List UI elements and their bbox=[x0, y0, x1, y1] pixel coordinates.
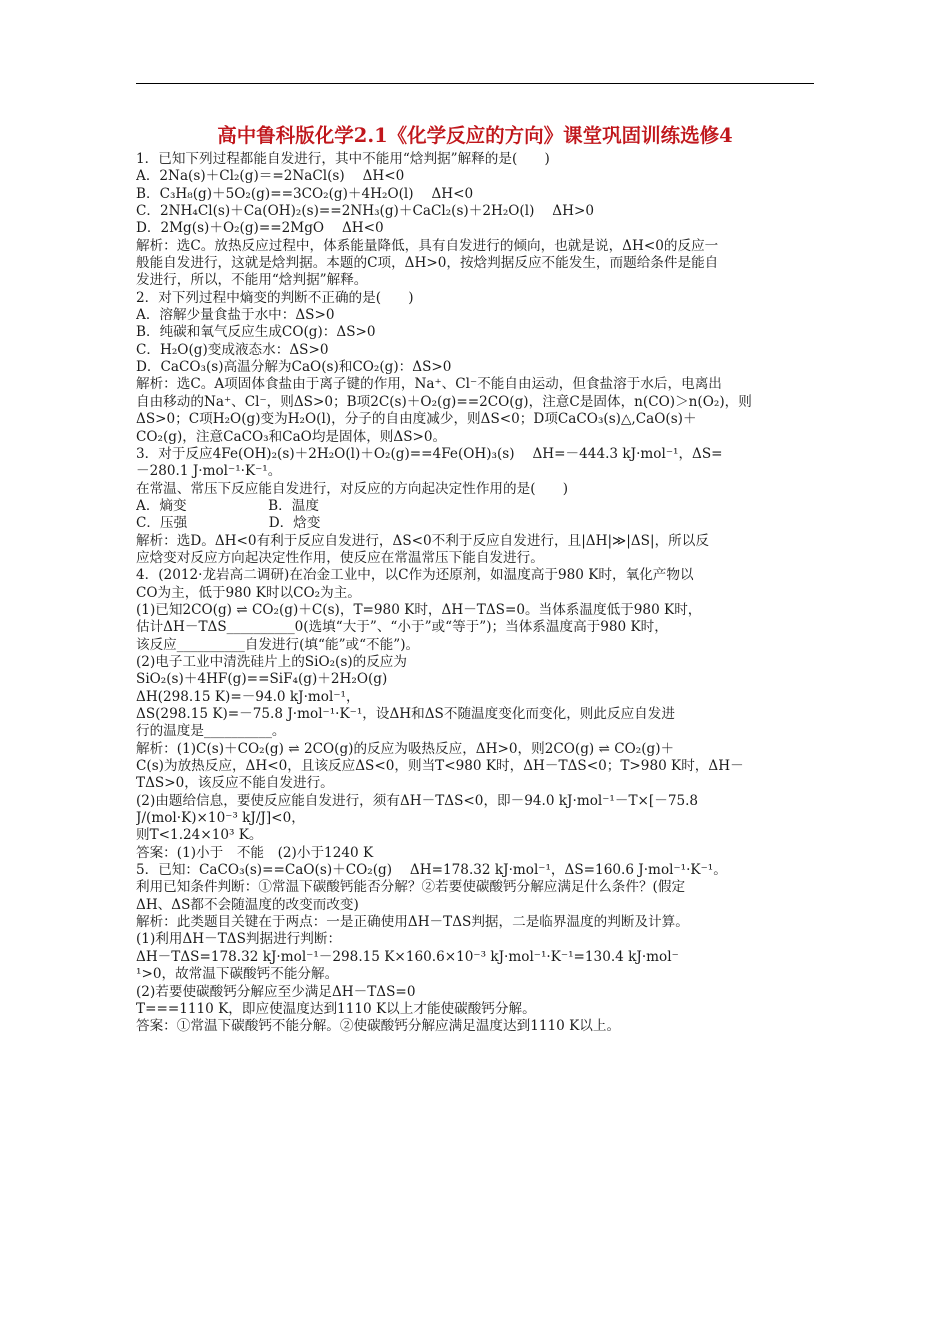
text-line: 解析：选C。A项固体食盐由于离子键的作用，Na⁺、Cl⁻不能自由运动，但食盐溶于水后，电离出 bbox=[136, 376, 722, 393]
header-rule bbox=[136, 83, 814, 84]
text-line: 1．已知下列过程都能自发进行，其中不能用“焓判据”解释的是( ) bbox=[136, 151, 550, 167]
text-line: 利用已知条件判断：①常温下碳酸钙能否分解？②若要使碳酸钙分解应满足什么条件？(假定 bbox=[136, 879, 686, 896]
text-line: B．纯碳和氧气反应生成CO(g)：ΔS>0 bbox=[136, 324, 376, 341]
text-line: C(s)为放热反应，ΔH<0，且该反应ΔS<0，则当T<980 K时，ΔH－TΔS<0；T>980 K时，ΔH－ bbox=[136, 758, 744, 775]
text-line: C．压强 D．焓变 bbox=[136, 515, 321, 532]
text-line: A．溶解少量食盐于水中：ΔS>0 bbox=[136, 307, 335, 324]
text-line: ΔS(298.15 K)=－75.8 J·mol⁻¹·K⁻¹，设ΔH和ΔS不随温度变化而变化，则此反应自发进 bbox=[136, 706, 675, 722]
text-line: 4．(2012·龙岩高二调研)在冶金工业中，以C作为还原剂，如温度高于980 K时，氧化产物以 bbox=[136, 567, 694, 584]
document-title: 高中鲁科版化学2.1《化学反应的方向》课堂巩固训练选修4 bbox=[217, 124, 733, 147]
text-line: D．CaCO₃(s)高温分解为CaO(s)和CO₂(g)：ΔS>0 bbox=[136, 359, 452, 376]
text-line: 应焓变对反应方向起决定性作用，使反应在常温常压下能自发进行。 bbox=[136, 549, 544, 566]
text-line: T===1110 K，即应使温度达到1110 K以上才能使碳酸钙分解。 bbox=[136, 1000, 536, 1017]
text-line: (1)已知2CO(g) ⇌ CO₂(g)＋C(s)，T=980 K时，ΔH－TΔS=0。当体系温度低于980 K时， bbox=[136, 601, 702, 618]
text-line: 发进行，所以，不能用“焓判据”解释。 bbox=[136, 272, 368, 289]
text-line: C．H₂O(g)变成液态水：ΔS>0 bbox=[136, 341, 329, 358]
text-line: (2)若要使碳酸钙分解应至少满足ΔH－TΔS=0 bbox=[136, 983, 416, 1000]
text-line: A．熵变 B．温度 bbox=[136, 497, 319, 514]
text-line: 自由移动的Na⁺、Cl⁻，则ΔS>0；B项2C(s)＋O₂(g)==2CO(g)，注意C是固体，n(CO)＞n(O₂)，则 bbox=[136, 393, 752, 410]
text-line: 解析：(1)C(s)＋CO₂(g) ⇌ 2CO(g)的反应为吸热反应，ΔH>0，则2CO(g) ⇌ CO₂(g)＋ bbox=[136, 740, 675, 757]
text-line: TΔS>0，该反应不能自发进行。 bbox=[136, 775, 334, 792]
text-line: CO为主，低于980 K时以CO₂为主。 bbox=[136, 584, 361, 601]
text-line: 解析：选D。ΔH<0有利于反应自发进行，ΔS<0不利于反应自发进行，且|ΔH|≫|ΔS|，所以反 bbox=[136, 532, 709, 549]
text-line: 2．对下列过程中熵变的判断不正确的是( ) bbox=[136, 289, 414, 306]
text-line: CO₂(g)，注意CaCO₃和CaO均是固体，则ΔS>0。 bbox=[136, 428, 447, 445]
text-line: 则T<1.24×10³ K。 bbox=[136, 827, 263, 844]
text-line: 该反应__________自发进行(填“能”或“不能”)。 bbox=[136, 636, 420, 653]
text-line: ¹>0，故常温下碳酸钙不能分解。 bbox=[136, 966, 339, 983]
text-line: ΔH－TΔS=178.32 kJ·mol⁻¹－298.15 K×160.6×10⁻³ kJ·mol⁻¹·K⁻¹=130.4 kJ·mol⁻ bbox=[136, 948, 679, 965]
text-line: 答案：(1)小于 不能 (2)小于1240 K bbox=[136, 844, 374, 861]
text-line: (2)由题给信息，要使反应能自发进行，须有ΔH－TΔS<0，即－94.0 kJ·mol⁻¹－T×[－75.8 bbox=[136, 792, 699, 809]
text-line: 答案：①常温下碳酸钙不能分解。②使碳酸钙分解应满足温度达到1110 K以上。 bbox=[136, 1018, 621, 1035]
document-body bbox=[136, 151, 826, 1036]
text-line: J/(mol·K)×10⁻³ kJ/J]<0， bbox=[136, 810, 305, 827]
text-line: ΔH(298.15 K)=－94.0 kJ·mol⁻¹， bbox=[136, 688, 360, 705]
text-line: SiO₂(s)＋4HF(g)==SiF₄(g)＋2H₂O(g) bbox=[136, 671, 388, 688]
text-line: B．C₃H₈(g)＋5O₂(g)==3CO₂(g)＋4H₂O(l) ΔH<0 bbox=[136, 185, 474, 202]
text-line: A．2Na(s)＋Cl₂(g)＝=2NaCl(s) ΔH<0 bbox=[136, 168, 405, 185]
text-line: 般能自发进行，这就是焓判据。本题的C项，ΔH>0，按焓判据反应不能发生，而题给条件是能自 bbox=[136, 255, 719, 272]
text-line: 3．对于反应4Fe(OH)₂(s)＋2H₂O(l)＋O₂(g)==4Fe(OH)₃(s) ΔH=－444.3 kJ·mol⁻¹，ΔS= bbox=[136, 445, 723, 462]
text-line: 解析：此类题目关键在于两点：一是正确使用ΔH－TΔS判据，二是临界温度的判断及计算。 bbox=[136, 914, 689, 931]
text-line: (2)电子工业中清洗硅片上的SiO₂(s)的反应为 bbox=[136, 653, 407, 670]
text-line: 在常温、常压下反应能自发进行，对反应的方向起决定性作用的是( ) bbox=[136, 480, 569, 497]
text-line: 5．已知：CaCO₃(s)==CaO(s)＋CO₂(g) ΔH=178.32 kJ·mol⁻¹，ΔS=160.6 J·mol⁻¹·K⁻¹。 bbox=[136, 862, 727, 879]
text-line: 行的温度是__________。 bbox=[136, 723, 286, 740]
text-line: ΔH、ΔS都不会随温度的改变而改变) bbox=[136, 896, 359, 913]
text-line: D．2Mg(s)＋O₂(g)==2MgO ΔH<0 bbox=[136, 220, 384, 237]
text-line: (1)利用ΔH－TΔS判据进行判断： bbox=[136, 931, 342, 948]
text-line: C．2NH₄Cl(s)＋Ca(OH)₂(s)==2NH₃(g)＋CaCl₂(s)＋2H₂O(l) ΔH>0 bbox=[136, 203, 594, 220]
text-line: ΔS>0；C项H₂O(g)变为H₂O(l)，分子的自由度减少，则ΔS<0；D项CaCO₃(s)△,CaO(s)＋ bbox=[136, 411, 697, 428]
text-line: 解析：选C。放热反应过程中，体系能量降低，具有自发进行的倾向，也就是说，ΔH<0的反应一 bbox=[136, 237, 719, 254]
text-line: －280.1 J·mol⁻¹·K⁻¹。 bbox=[136, 463, 282, 480]
text-line: 估计ΔH－TΔS__________0(选填“大于”、“小于”或“等于”)；当体系温度高于980 K时， bbox=[136, 619, 668, 636]
